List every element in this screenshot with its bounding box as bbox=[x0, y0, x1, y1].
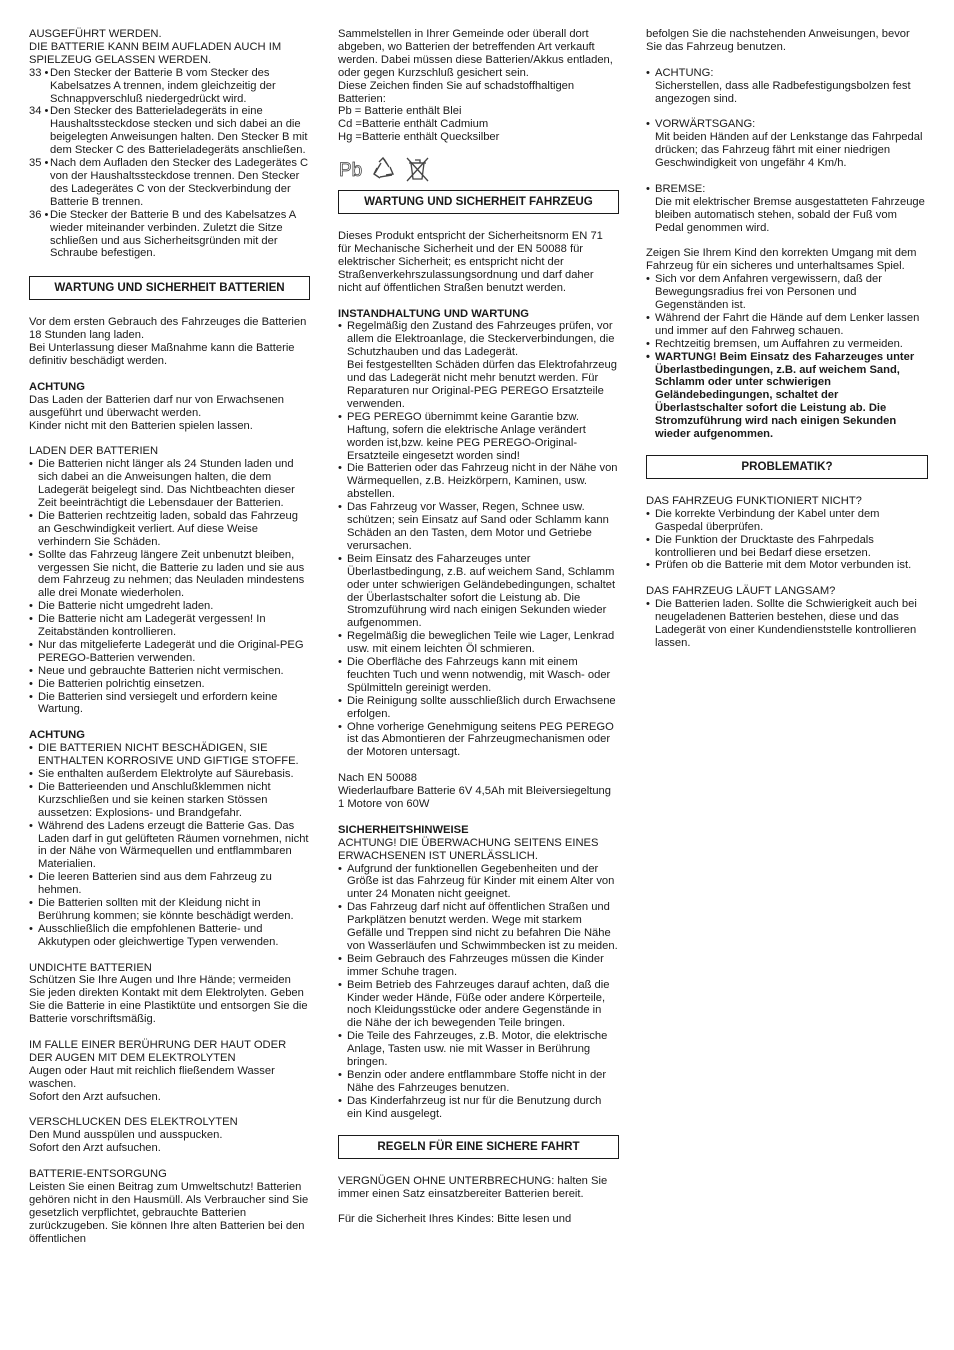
umgang-text: Zeigen Sie Ihrem Kind den korrekten Umgang mit dem Fahrzeug für ein sicheres und unterhaltsames Spiel. bbox=[646, 247, 917, 273]
instand-title: INSTANDHALTUNG UND WARTUNG bbox=[338, 307, 529, 320]
list-item: • Benzin oder andere entflammbare Stoffe nicht in der Nähe des Fahrzeuges benutzen. bbox=[338, 1069, 619, 1095]
intro-line-2: DIE BATTERIE KANN BEIM AUFLADEN AUCH IM SPIELZEUG GELASSEN WERDEN. bbox=[29, 40, 282, 66]
column-2 bbox=[338, 28, 619, 1226]
sicher-intro: ACHTUNG! DIE ÜBERWACHUNG SEITENS EINES ERWACHSENEN IST UNERLÄSSLICH. bbox=[338, 836, 599, 862]
instand-list bbox=[338, 320, 619, 759]
list-item: • Rechtzeitig bremsen, um Auffahren zu vermeiden. bbox=[646, 338, 928, 351]
achtung-1-text-2: Kinder nicht mit den Batterien spielen lassen. bbox=[29, 419, 253, 432]
achtung-block bbox=[646, 67, 928, 106]
vergnuegen-text: VERGNÜGEN OHNE UNTERBRECHUNG: halten Sie immer einen Satz einsatzbereiter Batterien bereit. bbox=[338, 1174, 608, 1200]
svg-text:Pb: Pb bbox=[339, 160, 362, 181]
first-use-1: Vor dem ersten Gebrauch des Fahrzeuges die Batterien 18 Stunden lang laden. bbox=[29, 316, 307, 342]
list-item: • Ausschließlich die empfohlenen Batterie- und Akkutypen oder gleichwertige Typen verwenden. bbox=[29, 923, 310, 949]
list-item: • Die leeren Batterien sind aus dem Fahrzeug zu hehmen. bbox=[29, 871, 310, 897]
entsorgung-title: BATTERIE-ENTSORGUNG bbox=[29, 1168, 167, 1181]
sicher-list bbox=[338, 863, 619, 1121]
list-item: • WARTUNG! Beim Einsatz des Faharzeuges unter Überlastbedingungen, z.B. auf weichem Sand, Schlamm oder unter schwierigen Geländebedingungen, schaltet der Überlastschalter sofort die Leistung ab. Die Stromzuführung wird nach einigen Sekunden wieder aufgenommen. bbox=[646, 351, 928, 441]
column-1 bbox=[29, 28, 310, 1245]
verschluck-title: VERSCHLUCKEN DES ELEKTROLYTEN bbox=[29, 1116, 238, 1129]
list-item: • DIE BATTERIEN NICHT BESCHÄDIGEN, SIE ENTHALTEN KORROSIVE UND GIFTIGE STOFFE. bbox=[29, 742, 310, 768]
list-item: • Regelmäßig die beweglichen Teile wie Lager, Lenkrad usw. mit einem leichten Öl schmieren. bbox=[338, 630, 619, 656]
list-item: • Regelmäßig den Zustand des Fahrzeuges prüfen, vor allem die Elektroanlage, die Steckerverbindungen, die Schutzhauben und das Ladegerät. Bei festgestellten Schäden dürfen das Elektrofahrzeug und das Ladegerät nicht mehr benutzt werden. Für Reparaturen nur Original-PEG PEREGO Ersatzteile verwenden. bbox=[338, 320, 619, 410]
laden-title: LADEN DER BATTERIEN bbox=[29, 445, 159, 458]
undicht-text: Schützen Sie Ihre Augen und Ihre Hände; vermeiden Sie jeden direkten Kontakt mit dem Elektrolyten. Geben Sie die Batterie in eine Plastiktüte und entsorgen Sie die Batterie vorschriftsmäßig. bbox=[29, 974, 308, 1026]
list-item: • Das Kinderfahrzeug ist nur für die Benutzung durch ein Kind ausgelegt. bbox=[338, 1095, 619, 1121]
list-item: • Die Batterien nicht länger als 24 Stunden laden und sich dabei an die Anweisungen halten, die dem Ladegerät beigelegt sind. Das Nichtbeachten dieser Zeit beeinträchtigt die Lebensdauer der Batterien. bbox=[29, 458, 310, 510]
list-item: • PEG PEREGO übernimmt keine Garantie bzw. Haftung, sofern die elektrische Anlage verändert worden ist,bzw. keine PEG PEREGO-Original-Ersatzteile eingesetzt worden sind! bbox=[338, 411, 619, 463]
umgang-list bbox=[646, 273, 928, 441]
list-item: • Aufgrund der funktionellen Gegebenheiten und der Größe ist das Fahrzeug für Kinder mit einem Alter von unter 24 Monaten nicht geeignet. bbox=[338, 863, 619, 902]
verschluck-text-1: Den Mund ausspülen und ausspucken. bbox=[29, 1129, 223, 1142]
vorwaerts-block bbox=[646, 118, 928, 170]
intro-line-1: AUSGEFÜHRT WERDEN. bbox=[29, 28, 162, 40]
list-item: • Die Batterien sind versiegelt und erfordern keine Wartung. bbox=[29, 691, 310, 717]
verschluck-text-2: Sofort den Arzt aufsuchen. bbox=[29, 1142, 161, 1155]
list-item: • Prüfen ob die Batterie mit dem Motor verbunden ist. bbox=[646, 559, 928, 572]
pb-icon bbox=[338, 158, 362, 180]
list-item: • Die Funktion der Drucktaste des Fahrpedals kontrollieren und bei Bedarf diese ersetzen. bbox=[646, 534, 928, 560]
list-item: • Sie enthalten außerdem Elektrolyte auf Säurebasis. bbox=[29, 768, 310, 781]
heading-wartung-fahrzeug: WARTUNG UND SICHERHEIT FAHRZEUG bbox=[338, 190, 619, 214]
achtung-2-title: ACHTUNG bbox=[29, 729, 85, 742]
zeichen-cd: Cd =Batterie enthält Cadmium bbox=[338, 118, 489, 131]
recycling-icon bbox=[370, 156, 396, 182]
heading-wartung-batterien: WARTUNG UND SICHERHEIT BATTERIEN bbox=[29, 276, 310, 300]
list-item: • Während des Ladens erzeugt die Batterie Gas. Das Laden darf in gut gelüfteten Räumen vornehmen, nicht in der Nähe von Wärmequellen und entflammbaren Materialien. bbox=[29, 820, 310, 872]
langsam-list bbox=[646, 598, 928, 650]
en-spec-3: 1 Motore von 60W bbox=[338, 798, 430, 810]
haut-text-1: Augen oder Haut mit reichlich fließendem Wasser waschen. bbox=[29, 1064, 275, 1090]
haut-title: IM FALLE EINER BERÜHRUNG DER HAUT ODER DER AUGEN MIT DEM ELEKTROLYTEN bbox=[29, 1038, 287, 1064]
zeichen-pb: Pb = Batterie enthält Blei bbox=[338, 105, 462, 118]
list-item: • Die Oberfläche des Fahrzeugs kann mit einem feuchten Tuch und wenn notwendig, mit Wasch- oder Spülmitteln gereinigt werden. bbox=[338, 656, 619, 695]
list-item: • Beim Gebrauch des Fahrzeuges müssen die Kinder immer Schuhe tragen. bbox=[338, 953, 619, 979]
achtung-2-list bbox=[29, 742, 310, 949]
undicht-title: UNDICHTE BATTERIEN bbox=[29, 961, 152, 974]
list-item: • Ohne vorherige Genehmigung seitens PEG PEREGO ist das Abmontieren der Fahrzeugmechanismen oder der Motoren untersagt. bbox=[338, 721, 619, 760]
norm-text: Dieses Produkt entspricht der Sicherheitsnorm EN 71 für Mechanische Sicherheit und der EN 50088 für elektrischer Sicherheit; es entspricht nicht der Straßenverkehrszulassungsordnung und darf daher nicht auf öffentlichen Straßen benutzt werden. bbox=[338, 230, 603, 294]
first-use-2: Bei Unterlassung dieser Maßnahme kann die Batterie definitiv beschädigt werden. bbox=[29, 342, 295, 368]
bremse-block bbox=[646, 183, 928, 235]
step-33: 33 • Den Stecker der Batterie B vom Stecker des Kabelsatzes A trennen, indem gleichzeitig der Schnappverschluß niedergedrückt wird. bbox=[29, 66, 276, 105]
list-item: • BREMSE: Die mit elektrischer Bremse ausgestatteten Fahrzeuge bleiben automatisch stehen, sobald der Fuß vom Pedal genommen wird. bbox=[646, 183, 928, 235]
entsorgung-cont: Sammelstellen in Ihrer Gemeinde oder überall dort abgeben, wo Batterien der betreffenden Art verkauft werden. Dabei müssen diese Batterien/Akkus entladen, oder gegen Kurzschluß gesichert sein. bbox=[338, 28, 613, 79]
en-spec-1: Nach EN 50088 bbox=[338, 772, 417, 785]
zeichen-hg: Hg =Batterie enthält Quecksilber bbox=[338, 131, 500, 144]
entsorgung-text: Leisten Sie einen Beitrag zum Umweltschutz! Batterien gehören nicht in den Hausmüll. Als Verbraucher sind Sie gesetzlich verpflichtet, gebrauchte Batterien zurückzugeben. Sie können Ihre alten Batterien bei den öffentlichen bbox=[29, 1180, 309, 1245]
disposal-symbols bbox=[338, 154, 619, 184]
list-item: • Beim Betrieb des Fahrzeuges darauf achten, daß die Kinder weder Hände, Füße oder andere Körperteile, noch Kleidungsstücke oder andere Gegenstände in die Nähe der ich bewegenden Teile bringen. bbox=[338, 979, 619, 1031]
step-34: 34 • Den Stecker des Batterieladegeräts in eine Haushaltssteckdose stecken und sich dabei an die beigelegten Anweisungen halten. Den Stecker B mit dem Stecker C des Batterieladegeräts anschließen. bbox=[29, 105, 308, 157]
list-item: • Die Reinigung sollte ausschließlich durch Erwachsene erfolgen. bbox=[338, 695, 619, 721]
laden-list bbox=[29, 458, 310, 716]
column-3 bbox=[646, 28, 928, 650]
list-item: • Die Batterien oder das Fahrzeug nicht in der Nähe von Wärmequellen, z.B. Heizkörpern, Kaminen, usw. abstellen. bbox=[338, 462, 619, 501]
list-item: • Sollte das Fahrzeug längere Zeit unbenutzt bleiben, vergessen Sie nicht, die Batterie zu laden und sie aus dem Fahrzeug zu nehmen; das Neuladen mindestens alle drei Monate wiederholen. bbox=[29, 549, 310, 601]
haut-text-2: Sofort den Arzt aufsuchen. bbox=[29, 1090, 161, 1103]
sicherheit-kind-text: Für die Sicherheit Ihres Kindes: Bitte lesen und bbox=[338, 1213, 572, 1226]
step-35: 35 • Nach dem Aufladen den Stecker des Ladegerätes C von der Haushaltssteckdose trennen. Den Stecker des Ladegerätes C von der Steckverbindung der Batterie B trennen. bbox=[29, 157, 309, 208]
list-item: • Sich vor dem Anfahren vergewissern, daß der Bewegungsradius frei von Personen und Gegenständen ist. bbox=[646, 273, 928, 312]
heading-problematik: PROBLEMATIK? bbox=[646, 455, 928, 479]
list-item: • Nur das mitgelieferte Ladegerät und die Original-PEG PEREGO-Batterien verwenden. bbox=[29, 639, 310, 665]
langsam-title: DAS FAHRZEUG LÄUFT LANGSAM? bbox=[646, 585, 836, 598]
list-item: • Während der Fahrt die Hände auf dem Lenker lassen und immer auf den Fahrweg schauen. bbox=[646, 312, 928, 338]
list-item: • Die Batterien rechtzeitig laden, sobald das Fahrzeug an Geschwindigkeit verliert. Auf diese Weise verhindern Sie Schäden. bbox=[29, 510, 310, 549]
list-item: • Die Batterieenden und Anschlußklemmen nicht Kurzschließen und sie keinen starken Stössen aussetzen: Explosions- und Brandgefahr. bbox=[29, 781, 310, 820]
list-item: • Die Batterie nicht umgedreht laden. bbox=[29, 600, 310, 613]
list-item: • ACHTUNG: Sicherstellen, dass alle Radbefestigungsbolzen fest angezogen sind. bbox=[646, 67, 928, 106]
list-item: • Die Batterie nicht am Ladegerät vergessen! In Zeitabständen kontrollieren. bbox=[29, 613, 310, 639]
list-item: • Die korrekte Verbindung der Kabel unter dem Gaspedal überprüfen. bbox=[646, 508, 928, 534]
list-item: • Die Teile des Fahrzeuges, z.B. Motor, die elektrische Anlage, Tasten usw. nie mit Wasser in Berührung bringen. bbox=[338, 1030, 619, 1069]
crossed-bin-icon bbox=[404, 155, 430, 183]
zeichen-intro: Diese Zeichen finden Sie auf schadstoffhaltigen Batterien: bbox=[338, 79, 575, 105]
achtung-1-text-1: Das Laden der Batterien darf nur von Erwachsenen ausgeführt und überwacht werden. bbox=[29, 393, 284, 419]
list-item: • Die Batterien polrichtig einsetzen. bbox=[29, 678, 310, 691]
befolgen-text: befolgen Sie die nachstehenden Anweisungen, bevor Sie das Fahrzeug benutzen. bbox=[646, 28, 910, 53]
list-item: • Das Fahrzeug vor Wasser, Regen, Schnee usw. schützen; sein Einsatz auf Sand oder Schlamm kann Schäden an den Tasten, dem Motor und Getriebe verursachen. bbox=[338, 501, 619, 553]
nicht-title: DAS FAHRZEUG FUNKTIONIERT NICHT? bbox=[646, 494, 862, 507]
en-spec-2: Wiederlaufbare Batterie 6V 4,5Ah mit Bleiversiegeltung bbox=[338, 785, 611, 798]
sicher-title: SICHERHEITSHINWEISE bbox=[338, 823, 469, 836]
list-item: • VORWÄRTSGANG: Mit beiden Händen auf der Lenkstange das Fahrpedal drücken; das Fahrzeug fährt mit einer niedrigen Geschwindigkeit von ungefähr 4 Km/h. bbox=[646, 118, 928, 170]
nicht-list bbox=[646, 508, 928, 573]
step-36: 36 • Die Stecker der Batterie B und des Kabelsatzes A wieder miteinander verbinden. Zuletzt die Sitze schließen und aus Sicherheitsgründen mit der Schraube befestigen. bbox=[29, 208, 296, 260]
list-item: • Das Fahrzeug darf nicht auf öffentlichen Straßen und Parkplätzen benutzt werden. Wege mit starkem Gefälle und Treppen sind nicht zu befahren Die Nähe von Wasserläufen und Schwimmbecken ist zu meiden. bbox=[338, 901, 619, 953]
heading-regeln: REGELN FÜR EINE SICHERE FAHRT bbox=[338, 1135, 619, 1159]
list-item: • Beim Einsatz des Faharzeuges unter Überlastbedingung, z.B. auf weichem Sand, Schlamm oder unter schwierigen Geländebedingungen, schaltet der Überlastschalter sofort die Leistung ab. Die Stromzuführung wird nach einigen Sekunden wieder aufgenommen. bbox=[338, 553, 619, 630]
list-item: • Die Batterien sollten mit der Kleidung nicht in Berührung kommen; sie könnte beschädigt werden. bbox=[29, 897, 310, 923]
achtung-1-title: ACHTUNG bbox=[29, 380, 85, 393]
list-item: • Die Batterien laden. Sollte die Schwierigkeit auch bei neugeladenen Batterien bestehen, diese und das Ladegerät von einer Kundendienststelle kontrollieren lassen. bbox=[646, 598, 928, 650]
list-item: • Neue und gebrauchte Batterien nicht vermischen. bbox=[29, 665, 310, 678]
